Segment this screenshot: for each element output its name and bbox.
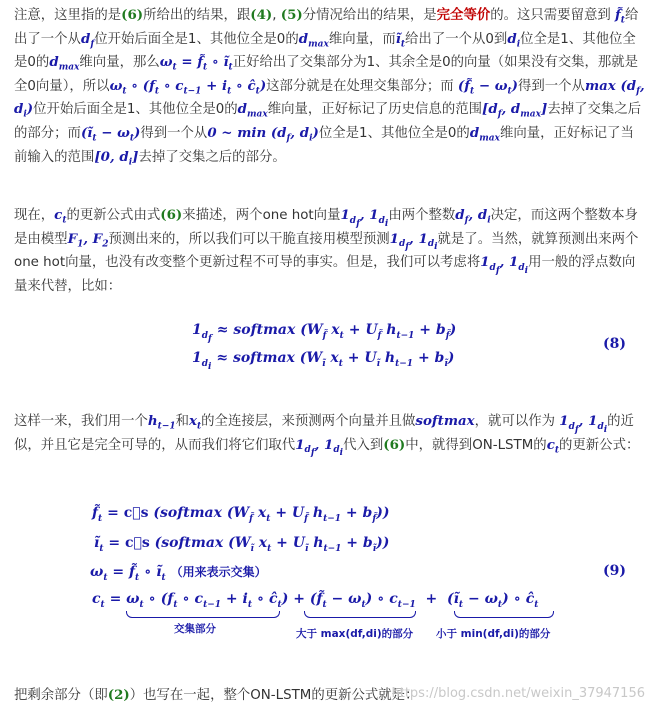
equation-8 [14,320,646,380]
equation-8-line-2: $1_{d_i}$ ≈ softmax ($W_ĩ$ $x_t + U_ĩ$ $h_{t-1} + b_ĩ$) [192,350,455,372]
brace-intersection [126,611,280,618]
paragraph-equivalence: 注意，这里指的是(6)所给出的结果，跟(4), (5)分情况给出的结果，是完全等价的。这只需要留意到 $f̃_t$给出了一个从$d_f$位开始后面全是1、其他位全是0的$d_{max}$维向量，而$ĩ_t$给出了一个从0到$d_i$位全是1、其他位全是0的$d_{max}$维向量，那么$\omega_t$ = $f̃_t$ ∘ $ĩ_t$正好给出了交集部分为1、其余全是0的向量（如果没有交集，那就是全0向量），所以$\omega_t$ ∘ ($f_t$ ∘ $c_{t-1} + i_t$ ∘ $ĉ_t$)这部分就是在处理交集部分；而 $(f̃_t - \omega_t)$得到一个从$\max (d_f$, $d_i$)位开始后面全是1、其他位全是0的$d_{max}$维向量，正好标记了历史信息的范围[$d_f$, $d_{max}$]去掉了交集之后的部分；而$(ĩ_t - \omega_t)$得到一个从0 ~ $\min (d_f$, $d_i$)位全是1、其他位全是0的$d_{max}$维向量，正好标记了当前输入的范围[0, $d_i$]去掉了交集之后的部分。 [14,7,645,168]
equation-9-line-3: $\omega_t$ = $f̃_t$ ∘ $ĩ_t$ （用来表示交集） [90,564,267,583]
watermark-url: https://blog.csdn.net/weixin_37947156 [391,686,645,701]
equation-9-line-4: $c_t = \omega_t$ ∘ ($f_t$ ∘ $c_{t-1} + i_t$ ∘ $ĉ_t$) + $(f̃_t - \omega_t)$ ∘ $c_{t-1}$ + $(ĩ_t - \omega_t)$ ∘ $ĉ_t$ [92,591,539,610]
paragraph-full-update: 把剩余部分（即(2)）也写在一起，整个ON-LSTM的更新公式就是： [14,687,419,703]
equation-9-line-1: $f̃_t$ = c⃗s (softmax ($W_{f̃}$ $x_t + U_{f̃}$ $h_{t-1} + b_{f̃}$)) [92,505,390,524]
equation-9-number: (9) [603,563,626,579]
brace-label-intersection: 交集部分 [174,623,216,635]
brace-current [454,611,554,618]
equation-9 [14,495,646,660]
brace-label-history: 大于 max(df,di)的部分 [296,628,414,640]
equation-9-line-2: $ĩ_t$ = c⃖s (softmax ($W_ĩ$ $x_t + U_ĩ$ $h_{t-1} + b_ĩ$)) [94,535,390,554]
brace-history [304,611,416,618]
brace-label-current: 小于 min(df,di)的部分 [436,628,551,640]
paragraph-update-formula: 现在，$c_t$的更新公式由式(6)来描述，两个one hot向量$1_{d_f}$, $1_{d_i}$由两个整数$d_f$, $d_i$决定，而这两个整数本身是由模型$F_1$, $F_2$预测出来的，所以我们可以干脆直接用模型预测$1_{d_f}$, $1_{d_i}$就是了。当然，就算预测出来两个one hot向量，也没有改变整个更新过程不可导的事实。但是，我们可以考虑将$1_{d_f}$, $1_{d_i}$用一般的浮点数向量来代替，比如： [14,207,639,294]
paragraph-softmax-approx: 这样一来，我们用一个$h_{t-1}$和$x_t$的全连接层，来预测两个向量并且做softmax，就可以作为 $1_{d_f}$, $1_{d_i}$的近似，并且它是完全可导的，从而我们将它们取代$1_{d_f}$, $1_{d_i}$代入到(6)中，就得到ON-LSTM的$c_t$的更新公式： [14,413,640,459]
equation-8-line-1: $1_{d_f}$ ≈ softmax ($W_{f̃}$ $x_t + U_{f̃}$ $h_{t-1} + b_{f̃}$) [192,322,457,344]
equation-8-number: (8) [603,336,626,352]
emphasis-text: 完全等价 [436,8,491,23]
